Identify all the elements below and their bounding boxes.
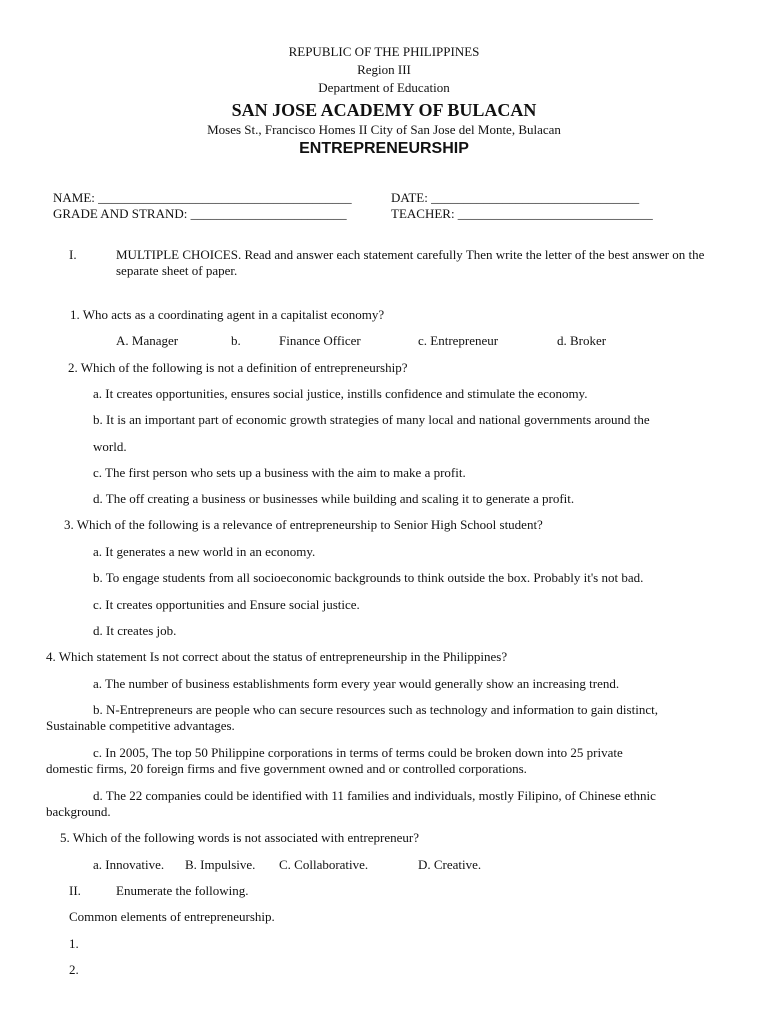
q4-option-d: d. The 22 companies could be identified with 11 families and individuals, mostly Filipino, of Chinese ethnic <box>93 788 656 803</box>
department-heading: Department of Education <box>318 80 450 95</box>
q5-option-a: a. Innovative. <box>93 857 165 872</box>
q3-option-a: a. It generates a new world in an economy. <box>93 544 316 559</box>
q3-option-c: c. It creates opportunities and Ensure social justice. <box>93 597 360 612</box>
q5-option-b: B. Impulsive. <box>185 857 256 872</box>
q4-option-d-continued: background. <box>46 804 111 819</box>
school-address: Moses St., Francisco Homes II City of San Jose del Monte, Bulacan <box>207 122 561 137</box>
q4-option-c: c. In 2005, The top 50 Philippine corporations in terms of terms could be broken down into 25 private <box>93 745 623 760</box>
q4-option-b-continued: Sustainable competitive advantages. <box>46 718 235 733</box>
part2-prompt: Common elements of entrepreneurship. <box>69 909 275 924</box>
grade-strand-field: GRADE AND STRAND: ________________________ <box>53 206 347 221</box>
part2-instruction: Enumerate the following. <box>116 883 249 898</box>
q1-option-d: d. Broker <box>557 333 607 348</box>
subject-title: ENTREPRENEURSHIP <box>299 140 469 157</box>
q4-option-b: b. N-Entrepreneurs are people who can secure resources such as technology and information to gain distinct, <box>93 702 658 717</box>
q5-option-d: D. Creative. <box>418 857 482 872</box>
part2-numeral: II. <box>69 883 81 898</box>
question-4: 4. Which statement Is not correct about the status of entrepreneurship in the Philippines? <box>46 649 508 664</box>
part1-numeral: I. <box>69 247 77 262</box>
part1-instruction: MULTIPLE CHOICES. Read and answer each statement carefully Then write the letter of the best answer on the separate sheet of paper. <box>116 247 705 278</box>
q1-option-b-letter: b. <box>231 333 241 348</box>
enumeration-item-2: 2. <box>69 962 79 977</box>
q2-option-a: a. It creates opportunities, ensures social justice, instills confidence and stimulate the economy. <box>93 386 588 401</box>
question-3: 3. Which of the following is a relevance of entrepreneurship to Senior High School student? <box>64 517 543 532</box>
q3-option-d: d. It creates job. <box>93 623 177 638</box>
q4-option-c-continued: domestic firms, 20 foreign firms and five government owned and or controlled corporations. <box>46 761 527 776</box>
question-1: 1. Who acts as a coordinating agent in a capitalist economy? <box>70 307 385 322</box>
q5-option-c: C. Collaborative. <box>279 857 369 872</box>
school-name: SAN JOSE ACADEMY OF BULACAN <box>231 100 537 120</box>
question-2: 2. Which of the following is not a definition of entrepreneurship? <box>68 360 408 375</box>
date-field: DATE: ________________________________ <box>391 190 640 205</box>
q2-option-d: d. The off creating a business or businesses while building and scaling it to generate a profit. <box>93 491 575 506</box>
q2-option-b: b. It is an important part of economic growth strategies of many local and national governments around the <box>93 412 650 427</box>
q2-option-c: c. The first person who sets up a business with the aim to make a profit. <box>93 465 466 480</box>
region-heading: Region III <box>357 62 411 77</box>
q1-option-b: Finance Officer <box>279 333 361 348</box>
republic-heading: REPUBLIC OF THE PHILIPPINES <box>288 44 480 59</box>
name-field: NAME: _______________________________________ <box>53 190 352 205</box>
q3-option-b: b. To engage students from all socioeconomic backgrounds to think outside the box. Probably it's not bad. <box>93 570 644 585</box>
q1-option-c: c. Entrepreneur <box>418 333 499 348</box>
q4-option-a: a. The number of business establishments form every year would generally show an increasing trend. <box>93 676 620 691</box>
enumeration-item-1: 1. <box>69 936 79 951</box>
q1-option-a: A. Manager <box>116 333 179 348</box>
q2-option-b-continued: world. <box>93 439 127 454</box>
teacher-field: TEACHER: ______________________________ <box>391 206 653 221</box>
question-5: 5. Which of the following words is not associated with entrepreneur? <box>60 830 419 845</box>
